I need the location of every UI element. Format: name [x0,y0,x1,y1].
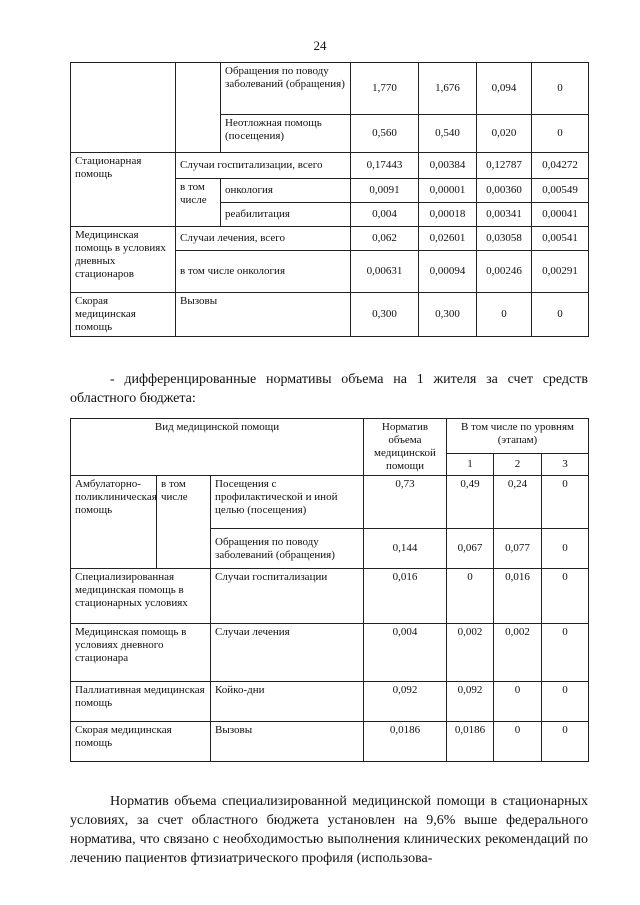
table-row [71,682,589,722]
table-row [71,63,589,115]
value-cell: 0 [542,624,589,682]
value-cell: 0,002 [447,624,494,682]
row-label: Случаи госпитализации [211,569,364,624]
subgroup-label: в том числе [176,179,221,227]
value-cell: 0 [494,722,542,762]
row-label: Случаи лечения, всего [176,227,351,251]
value-cell: 0,092 [447,682,494,722]
regional-norms-table [70,418,589,762]
table-cell [176,63,221,153]
table-row [71,293,589,337]
value-cell: 0 [542,682,589,722]
group-label: Медицинская помощь в условиях дневных стационаров [71,227,176,293]
value-cell: 0,12787 [477,153,532,179]
value-cell: 0,24 [494,476,542,529]
value-cell: 0,00246 [477,251,532,293]
value-cell: 0,0186 [447,722,494,762]
row-label: Вызовы [176,293,351,337]
value-cell: 0 [494,682,542,722]
value-cell: 0,00541 [532,227,589,251]
value-cell: 0,04272 [532,153,589,179]
table-row [71,227,589,251]
row-label: Вызовы [211,722,364,762]
value-cell: 1,676 [419,63,477,115]
table-row [71,153,589,179]
table-row [71,476,589,529]
table-cell [71,63,176,153]
value-cell: 0 [532,115,589,153]
value-cell: 0,067 [447,529,494,569]
row-label: Неотложная помощь (посещения) [221,115,351,153]
value-cell: 0,02601 [419,227,477,251]
value-cell: 0 [542,722,589,762]
header-norm: Норматив объема медицинской помощи [364,419,447,476]
value-cell: 0 [532,293,589,337]
header-level-1: 1 [447,453,494,475]
table-header-row [71,419,589,454]
value-cell: 0 [532,63,589,115]
group-label: Скорая медицинская помощь [71,293,176,337]
value-cell: 0,002 [494,624,542,682]
group-label: Стационарная помощь [71,153,176,227]
value-cell: 0,03058 [477,227,532,251]
value-cell: 0,00094 [419,251,477,293]
header-level-2: 2 [494,453,542,475]
value-cell: 0,540 [419,115,477,153]
table-row [71,569,589,624]
value-cell: 0,004 [351,203,419,227]
value-cell: 0,49 [447,476,494,529]
value-cell: 0 [542,476,589,529]
value-cell: 0,0091 [351,179,419,203]
value-cell: 0,73 [364,476,447,529]
volume-norms-table [70,62,589,337]
value-cell: 0 [542,529,589,569]
header-levels: В том числе по уровням (этапам) [447,419,589,454]
value-cell: 0,300 [351,293,419,337]
value-cell: 1,770 [351,63,419,115]
value-cell: 0,077 [494,529,542,569]
table-row [71,624,589,682]
intro-paragraph: - дифференцированные нормативы объема на 1 жителя за счет средств областного бюджета: [70,372,588,406]
value-cell: 0,004 [364,624,447,682]
value-cell: 0,560 [351,115,419,153]
header-kind: Вид медицинской помощи [71,419,364,476]
value-cell: 0 [477,293,532,337]
row-label: Посещения с профилактической и иной целью (посещения) [211,476,364,529]
row-label: Койко-дни [211,682,364,722]
value-cell: 0,00018 [419,203,477,227]
row-label: Обращения по поводу заболеваний (обращения) [221,63,351,115]
value-cell: 0 [542,569,589,624]
value-cell: 0,020 [477,115,532,153]
row-label: Обращения по поводу заболеваний (обращения) [211,529,364,569]
row-label: в том числе онкология [176,251,351,293]
group-label: Паллиативная медицинская помощь [71,682,211,722]
value-cell: 0 [447,569,494,624]
value-cell: 0,00341 [477,203,532,227]
group-label: Медицинская помощь в условиях дневного стационара [71,624,211,682]
value-cell: 0,17443 [351,153,419,179]
value-cell: 0,0186 [364,722,447,762]
row-label: Случаи госпитализации, всего [176,153,351,179]
page-number: 24 [313,38,327,53]
value-cell: 0,00549 [532,179,589,203]
row-label: Случаи лечения [211,624,364,682]
value-cell: 0,016 [494,569,542,624]
value-cell: 0,00001 [419,179,477,203]
value-cell: 0,00384 [419,153,477,179]
value-cell: 0,062 [351,227,419,251]
value-cell: 0,00291 [532,251,589,293]
table-row [71,722,589,762]
value-cell: 0,00360 [477,179,532,203]
closing-paragraph: Норматив объема специализированной медицинской помощи в стационарных условиях, за счет областного бюджета установлен на 9,6% выше федерального норматива, что связано с необходимостью выполнения клинических рекомендаций по лечению пациентов фтизиатрического профиля (использова- [70,794,588,866]
header-level-3: 3 [542,453,589,475]
value-cell: 0,094 [477,63,532,115]
value-cell: 0,00041 [532,203,589,227]
group-label: Амбулаторно-поликлиническая помощь [71,476,157,569]
value-cell: 0,300 [419,293,477,337]
row-label: онкология [221,179,351,203]
value-cell: 0,144 [364,529,447,569]
group-label: Специализированная медицинская помощь в стационарных условиях [71,569,211,624]
value-cell: 0,092 [364,682,447,722]
row-label: реабилитация [221,203,351,227]
value-cell: 0,00631 [351,251,419,293]
group-label: Скорая медицинская помощь [71,722,211,762]
value-cell: 0,016 [364,569,447,624]
subgroup-label: в том числе [157,476,211,569]
